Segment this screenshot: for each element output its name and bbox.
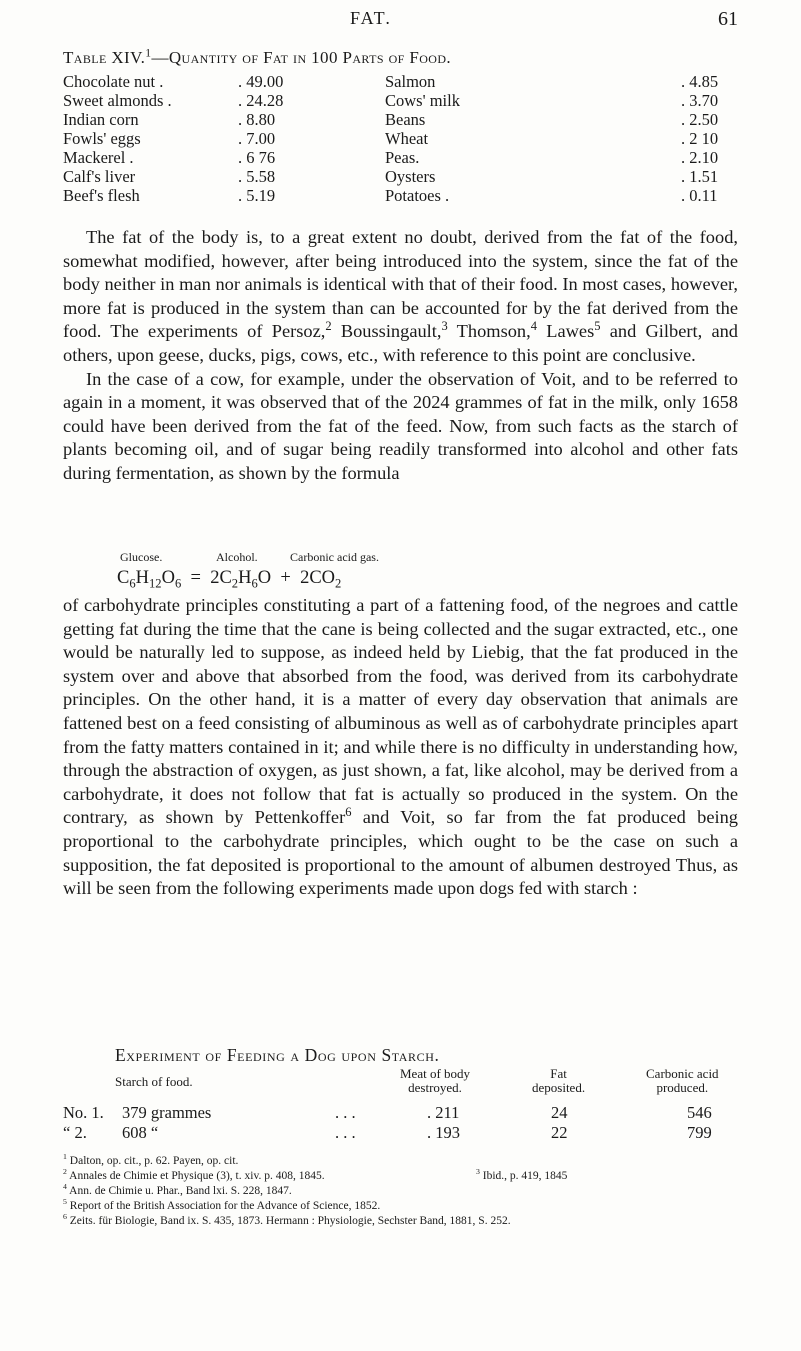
table-row-co2: 799 [687,1123,712,1142]
table-row-no: No. 1. [63,1103,104,1122]
table-row-leader: . . . [335,1103,356,1122]
footnote: $^1$ Dalton, op. cit., p. 62. Payen, op. cit. [63,1152,239,1167]
column-header-meat: Meat of body destroyed. [400,1066,471,1095]
table-row-food: Potatoes . [385,186,450,205]
table-title: —Quantity of Fat in 100 Parts of Food. [151,48,452,67]
column-header-starch: Starch of food. [115,1074,193,1089]
table-row-food: Chocolate nut . [63,72,164,91]
table-row-food: Salmon [385,72,436,91]
table-row-meat: . 193 [427,1123,460,1142]
table-row-food: Wheat [385,129,429,148]
formula-label-glucose: Glucose. [120,550,163,564]
table-row-starch: 379 grammes [122,1103,212,1122]
paragraph: The fat of the body is, to a great extent no doubt, derived from the fat of the food, somewhat modified, however, after being introduced into the system, since the fat of the body neither in man nor animals is identical with that of their food. In most cases, however, more fat is produced in the system than can be accounted for by the fat derived from the food. The experiments of Persoz,$^2$ Boussingault,$^3$ Thomson,$^4$ Lawes$^5$ and Gilbert, and others, upon geese, ducks, pigs, cows, etc., with reference to this point are conclusive. [63,227,738,365]
table-row-value: . 2 10 [681,129,719,148]
table-row-value: . 5.19 [238,186,276,205]
table-row-food: Sweet almonds . [63,91,172,110]
table-row-fat: 22 [551,1123,568,1142]
table-row-value: . 3.70 [681,91,719,110]
formula-label-co2: Carbonic acid gas. [290,550,379,564]
formula-equation: $C_6H_{12}O_6 = 2C_2H_6O + 2CO_2$ [117,568,342,591]
table-row-value: . 4.85 [681,72,719,91]
column-header-co2: Carbonic acid produced. [646,1066,719,1095]
table-row-value: . 2.10 [681,148,719,167]
footnote-ref: 1 [145,46,152,60]
table-row-value: . 7.00 [238,129,276,148]
column-header-fat: Fat deposited. [532,1066,586,1095]
table-row-food: Oysters [385,167,436,186]
table-row-value: . 5.58 [238,167,276,186]
table-row-meat: . 211 [427,1103,460,1122]
table-row-food: Peas. [385,148,420,167]
body-text-top [63,226,738,486]
table-row-food: Mackerel . [63,148,134,167]
table-row-food: Indian corn [63,110,139,129]
formula-label-alcohol: Alcohol. [216,550,258,564]
table-caption [63,48,451,68]
paragraph: of carbohydrate principles constituting a part of a fattening food, of the negroes and cattle getting fat during the time that the cane is being collected and the sugar extracted, etc., one would be naturally led to suppose, as indeed held by Liebig, that the fat produced in the system over and above that absorbed from the food, was derived from its carbohydrate principles. On the other hand, it is a matter of every day observation that animals are fattened best on a feed consisting of albuminous as well as of carbohydrate principles apart from the fatty matters contained in it; and while there is no difficulty in understanding how, through the abstraction of oxygen, as just shown, a fat, like alcohol, may be derived from a carbohydrate, it does not follow that fat is actually so produced in the system. On the contrary, as shown by Pettenkoffer$^6$ and Voit, so far from the fat produced being proportional to the carbohydrate principles, which ought to be the case on such a supposition, the fat deposited is proportional to the amount of albumen destroyed Thus, as will be seen from the following experiments made upon dogs fed with starch : [63,595,739,899]
table-row-value: . 49.00 [238,72,284,91]
table-row-no: “ 2. [63,1123,87,1142]
table-row-value: . 0.11 [681,186,718,205]
table-row-value: . 2.50 [681,110,719,129]
table-row-food: Calf's liver [63,167,136,186]
table-row-food: Beef's flesh [63,186,140,205]
footnote: $^5$ Report of the British Association for the Advance of Science, 1852. [63,1197,381,1212]
table-row-fat: 24 [551,1103,568,1122]
table-row-food: Beans [385,110,426,129]
running-head: FAT. [350,8,392,28]
table-row-leader: . . . [335,1123,356,1142]
table-row-food: Cows' milk [385,91,460,110]
page-number: 61 [718,8,738,30]
table-row-food: Fowls' eggs [63,129,141,148]
paragraph: In the case of a cow, for example, under the observation of Voit, and to be referred to again in a moment, it was observed that of the 2024 grammes of fat in the milk, only 1658 could have been derived from the fat of the feed. Now, from such facts as the starch of plants becoming oil, and of sugar being readily transformed into alcohol and other fats during fermentation, as shown by the formula [63,368,738,483]
table-row-co2: 546 [687,1103,712,1122]
table-label: Table XIV. [63,48,146,67]
table-row-value: . 6 76 [238,148,276,167]
footnote: $^3$ Ibid., p. 419, 1845 [476,1167,568,1182]
footnote: $^6$ Zeits. für Biologie, Band ix. S. 435, 1873. Hermann : Physiologie, Sechster Band, 1881, S. 252. [63,1212,511,1227]
footnote: $^2$ Annales de Chimie et Physique (3), t. xiv. p. 408, 1845. [63,1167,325,1182]
table-row-value: . 8.80 [238,110,276,129]
table-row-starch: 608 “ [122,1123,159,1142]
table-row-value: . 24.28 [238,91,284,110]
table-row-value: . 1.51 [681,167,719,186]
footnote: $^4$ Ann. de Chimie u. Phar., Band lxi. S. 228, 1847. [63,1182,292,1197]
experiment-title: Experiment of Feeding a Dog upon Starch. [115,1045,440,1065]
body-text-bottom [63,594,738,901]
